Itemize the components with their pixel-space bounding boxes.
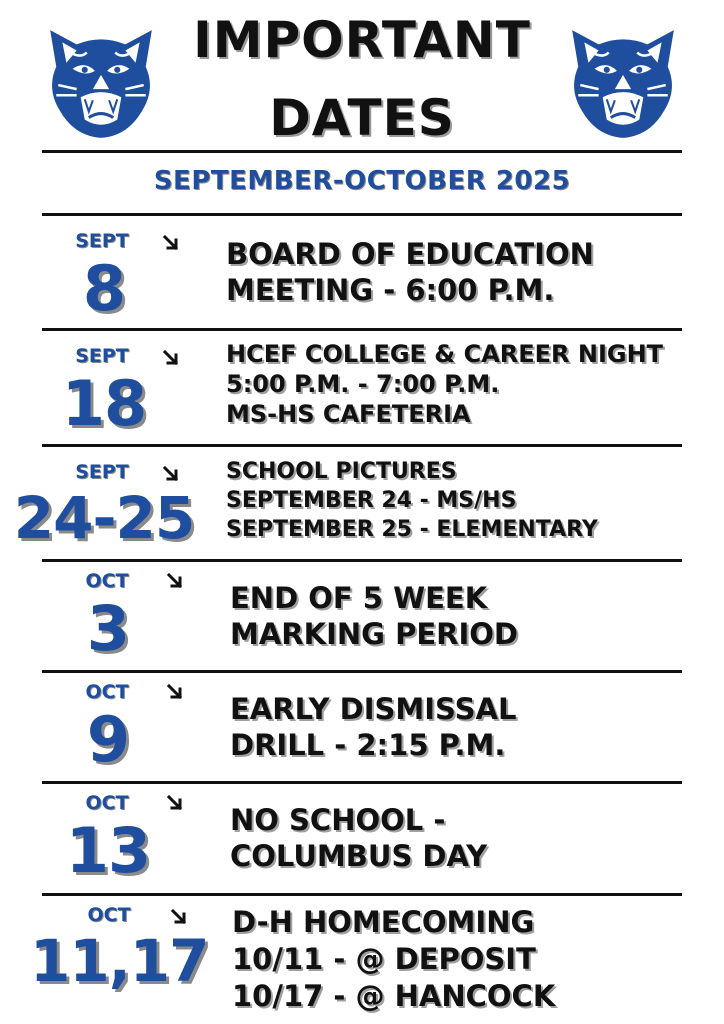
- event-line: SEPTEMBER 24 - MS/HS: [226, 488, 517, 513]
- event-line: 5:00 P.M. - 7:00 P.M.: [226, 370, 500, 398]
- arrow-down-right-icon: [166, 794, 184, 812]
- event-line: MS-HS CAFETERIA: [226, 400, 471, 428]
- page-title-line1: IMPORTANT: [193, 11, 531, 69]
- divider: [42, 150, 682, 153]
- event-line: DRILL - 2:15 P.M.: [230, 728, 506, 762]
- event-line: 10/11 - @ DEPOSIT: [232, 942, 536, 976]
- event-day: 24-25: [13, 484, 195, 552]
- event-line: NO SCHOOL -: [230, 803, 446, 837]
- event-day: 13: [65, 814, 151, 887]
- event-day: 9: [86, 703, 130, 776]
- event-line: EARLY DISMISSAL: [230, 692, 517, 726]
- event-description: [230, 691, 516, 763]
- event-month: OCT: [85, 792, 129, 814]
- header: [0, 0, 724, 150]
- event-line: SEPTEMBER 25 - ELEMENTARY: [226, 517, 598, 542]
- page-title-line2: DATES: [269, 89, 455, 147]
- event-month: OCT: [85, 681, 129, 703]
- event-line: HCEF COLLEGE & CAREER NIGHT: [226, 340, 664, 368]
- event-description: [226, 457, 598, 544]
- event-line: MARKING PERIOD: [230, 617, 518, 651]
- arrow-down-right-icon: [166, 572, 184, 590]
- event-row: [0, 216, 724, 328]
- event-description: [230, 802, 487, 874]
- page-subtitle: SEPTEMBER-OCTOBER 2025: [153, 166, 571, 196]
- event-description: [232, 904, 555, 1015]
- event-day: 11,17: [30, 927, 209, 995]
- arrow-down-right-icon: [162, 234, 180, 252]
- event-line: 10/17 - @ HANCOCK: [232, 979, 556, 1013]
- arrow-down-right-icon: [166, 683, 184, 701]
- event-line: COLUMBUS DAY: [230, 839, 488, 873]
- event-line: END OF 5 WEEK: [230, 581, 488, 615]
- event-row: [0, 447, 724, 559]
- event-line: BOARD OF EDUCATION: [226, 237, 594, 271]
- wildcat-mascot-icon: [562, 22, 684, 140]
- event-month: OCT: [85, 570, 129, 592]
- event-day: 18: [61, 367, 147, 440]
- event-description: [226, 339, 663, 429]
- event-line: MEETING - 6:00 P.M.: [226, 273, 555, 307]
- event-row: [0, 896, 724, 1024]
- wildcat-mascot-icon: [40, 22, 162, 140]
- event-day: 8: [82, 252, 126, 325]
- event-line: D-H HOMECOMING: [232, 905, 535, 939]
- event-month: SEPT: [75, 461, 129, 483]
- event-month: OCT: [87, 904, 131, 926]
- event-row: [0, 673, 724, 781]
- event-description: [230, 580, 518, 652]
- event-month: SEPT: [75, 345, 129, 367]
- event-description: [226, 236, 594, 308]
- arrow-down-right-icon: [170, 908, 188, 926]
- event-day: 3: [86, 592, 130, 665]
- arrow-down-right-icon: [162, 465, 180, 483]
- event-row: [0, 784, 724, 893]
- event-month: SEPT: [75, 230, 129, 252]
- event-row: [0, 331, 724, 444]
- arrow-down-right-icon: [162, 349, 180, 367]
- event-row: [0, 562, 724, 670]
- event-line: SCHOOL PICTURES: [226, 459, 457, 484]
